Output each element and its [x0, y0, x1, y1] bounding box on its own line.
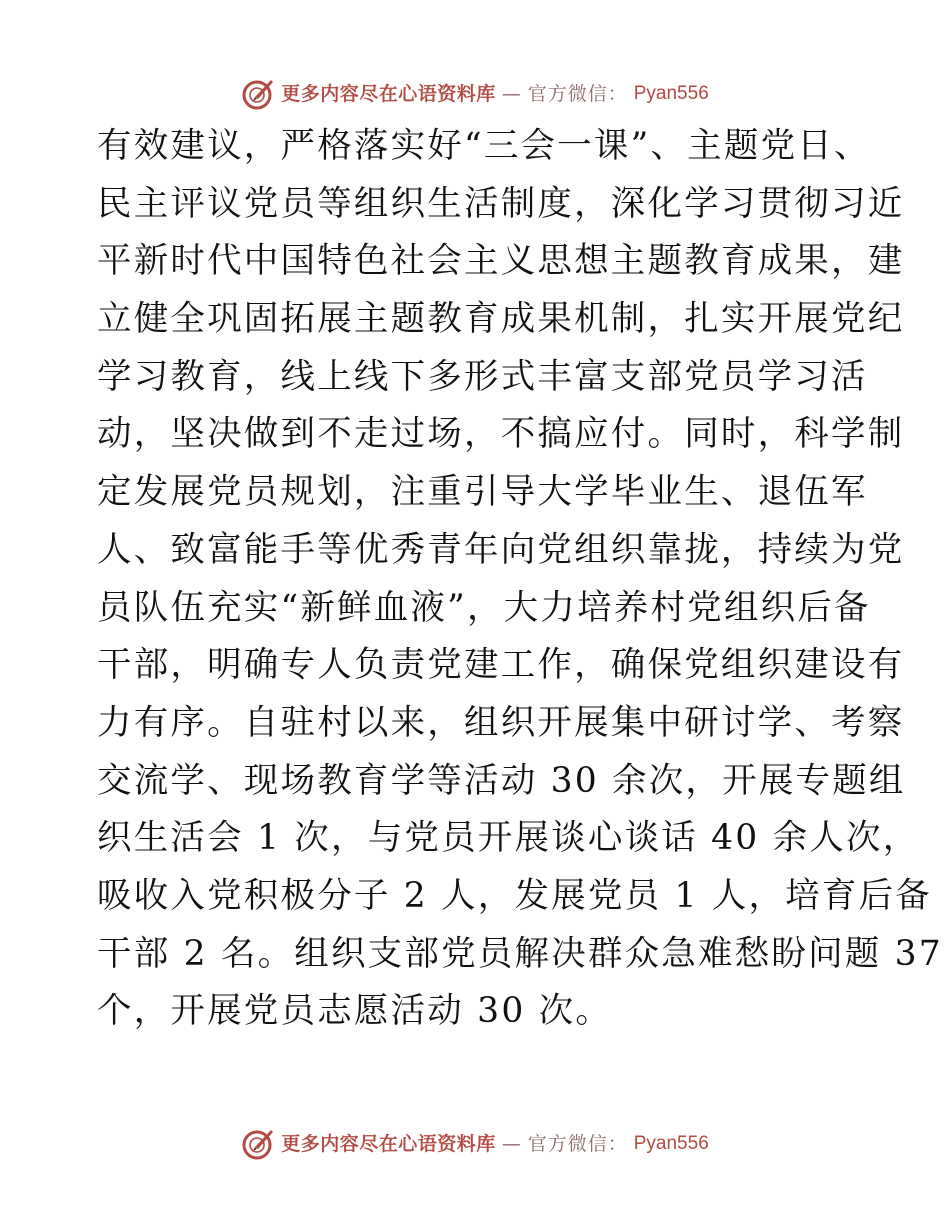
body-line: 平新时代中国特色社会主义思想主题教育成果，建 — [97, 241, 905, 282]
watermark-title: 更多内容尽在心语资料库 — [281, 1133, 496, 1155]
header-watermark — [0, 77, 950, 111]
quill-logo-icon — [241, 1127, 275, 1161]
body-line: 员队伍充实“新鲜血液”，大力培养村党组织后备 — [97, 587, 871, 628]
body-line: 织生活会 1 次，与党员开展谈心谈话 40 余人次， — [97, 818, 920, 859]
watermark-wechat-label: 官方微信： — [527, 1133, 628, 1155]
watermark-wechat-label: 官方微信： — [527, 83, 628, 105]
body-line: 人、致富能手等优秀青年向党组织靠拢，持续为党 — [97, 529, 905, 570]
body-line: 有效建议，严格落实好“三会一课”、主题党日、 — [97, 126, 871, 166]
body-line: 民主评议党员等组织生活制度，深化学习贯彻习近 — [97, 183, 905, 224]
footer-watermark — [0, 1127, 950, 1161]
body-line: 动，坚决做到不走过场，不搞应付。同时，科学制 — [97, 414, 905, 455]
document-body — [97, 118, 943, 1041]
body-line: 立健全巩固拓展主题教育成果机制，扎实开展党纪 — [97, 299, 905, 340]
watermark-dash: — — [501, 1133, 522, 1155]
watermark-wechat-id: Pyan556 — [633, 1133, 709, 1154]
watermark-dash: — — [501, 83, 522, 105]
body-line: 干部，明确专人负责党建工作，确保党组织建设有 — [97, 645, 905, 686]
body-line: 交流学、现场教育学等活动 30 余次，开展专题组 — [97, 760, 906, 801]
quill-logo-icon — [241, 77, 275, 111]
watermark-title: 更多内容尽在心语资料库 — [281, 83, 496, 105]
body-line: 学习教育，线上线下多形式丰富支部党员学习活 — [97, 356, 868, 397]
body-line: 个，开展党员志愿活动 30 次。 — [97, 991, 613, 1032]
body-line: 力有序。自驻村以来，组织开展集中研讨学、考察 — [97, 702, 905, 743]
body-line: 干部 2 名。组织支部党员解决群众急难愁盼问题 37 — [97, 933, 943, 974]
watermark-wechat-id: Pyan556 — [633, 83, 709, 104]
body-line: 定发展党员规划，注重引导大学毕业生、退伍军 — [97, 472, 868, 513]
body-line: 吸收入党积极分子 2 人，发展党员 1 人，培育后备 — [97, 875, 932, 916]
